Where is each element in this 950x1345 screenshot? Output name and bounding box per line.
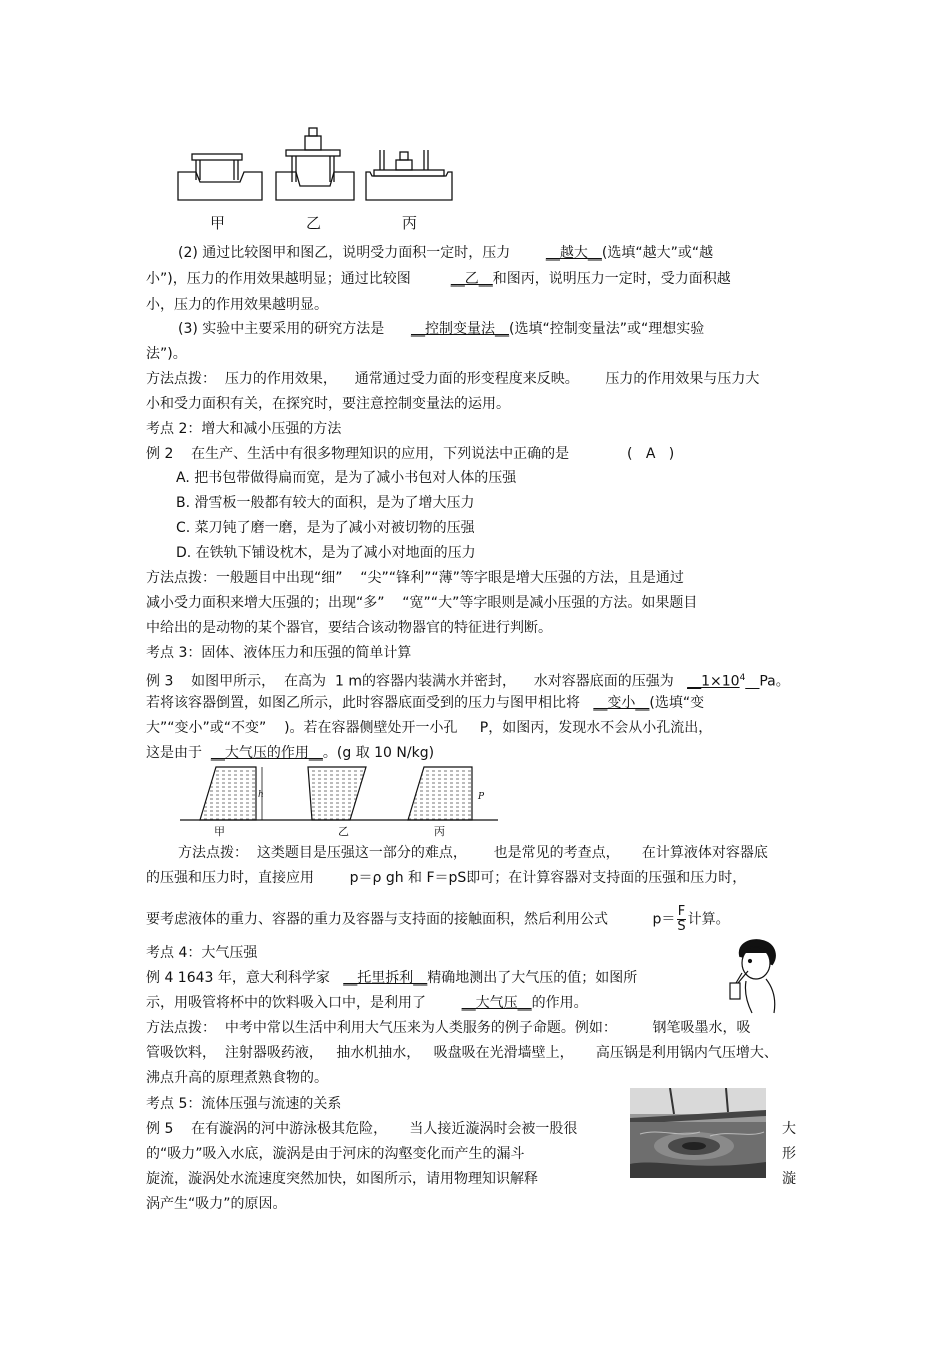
- kp3-line-1: 例 3 如图甲所示， 在高为 1 m的容器内装满水并密封， 水对容器底面的压强为 $\_\_1\times 10^4\_\_Pa$。: [146, 673, 790, 690]
- container-caption-bing: 丙: [434, 825, 445, 838]
- answer-blank: __控制变量法__: [410, 321, 509, 337]
- sponge-experiment-figure-2: [268, 120, 364, 210]
- kp4-title: 考点 4：大气压强: [146, 945, 258, 961]
- method-tip-1-line-2: 小和受力面积有关，在探究时，要注意控制变量法的运用。: [146, 396, 510, 412]
- kp2-tip-line-2: 减小受力面积来增大压强的；出现“多” “宽”“大”等字眼则是减小压强的方法。如果题目: [146, 595, 698, 611]
- kp2-option-c: C. 菜刀钝了磨一磨，是为了减小对被切物的压强: [176, 520, 475, 536]
- kp3-line-3: 大”“变小”或“不变” )。若在容器侧壁处开一小孔 P，如图丙，发现水不会从小孔流出，: [146, 720, 713, 736]
- kp4-tip-line-2: 管吸饮料， 注射器吸药液， 抽水机抽水， 吸盘吸在光滑墙壁上， 高压锅是利用锅内气压增大、: [146, 1045, 778, 1061]
- container-diagram: [180, 765, 500, 825]
- kp2-option-d: D. 在铁轨下铺设枕木，是为了减小对地面的压力: [176, 545, 476, 561]
- whirlpool-photo: [630, 1088, 766, 1178]
- kp2-tip-line-3: 中给出的是动物的某个器官，要结合该动物器官的特征进行判断。: [146, 620, 552, 636]
- whirlpool-image: [630, 1088, 766, 1178]
- kp2-option-b: B. 滑雪板一般都有较大的面积，是为了增大压力: [176, 495, 475, 511]
- kp5-line-1: 例 5 在有漩涡的河中游泳极其危险， 当人接近漩涡时会被一股很: [146, 1121, 578, 1137]
- kp5-line-2-end: 形: [782, 1146, 796, 1162]
- answer-blank: __1×10: [687, 673, 740, 690]
- sponge-diagram-2: [268, 120, 364, 210]
- q2-line-3: 小，压力的作用效果越明显。: [146, 297, 328, 313]
- kp2-option-a: A. 把书包带做得扁而宽，是为了减小书包对人体的压强: [176, 470, 517, 486]
- kp4-tip-line-3: 沸点升高的原理煮熟食物的。: [146, 1070, 328, 1086]
- kp2-answer: ( A ): [627, 446, 675, 462]
- kp5-title: 考点 5：流体压强与流速的关系: [146, 1096, 342, 1112]
- formula-fraction: $\frac{F}{S}$: [677, 904, 686, 934]
- answer-blank: __变小__: [593, 695, 650, 711]
- q3-line-2: 法”)。: [146, 346, 187, 362]
- kp3-tip-line-2: 的压强和压力时，直接应用 p＝ρ gh 和 F＝pS即可；在计算容器对支持面的压强和压力时，: [146, 870, 747, 886]
- kp3-tip-line-1: 方法点拨： 这类题目是压强这一部分的难点， 也是常见的考查点， 在计算液体对容器底: [178, 845, 768, 861]
- figure-caption-bing: 丙: [402, 214, 418, 232]
- kp5-line-3-end: 漩: [782, 1171, 796, 1187]
- boy-drinking-illustration: [722, 935, 784, 1015]
- sponge-experiment-figure-3: [360, 120, 460, 210]
- kp3-title: 考点 3：固体、液体压力和压强的简单计算: [146, 645, 412, 661]
- boy-drinking-icon: [722, 935, 784, 1015]
- kp2-tip-line-1: 方法点拨：一般题目中出现“细” “尖”“锋利”“薄”等字眼是增大压强的方法，且是通过: [146, 570, 684, 586]
- kp2-title: 考点 2：增大和减小压强的方法: [146, 421, 342, 437]
- kp5-line-2: 的“吸力”吸入水底，漩涡是由于河床的沟壑变化而产生的漏斗: [146, 1146, 525, 1162]
- container-figure: [180, 765, 500, 825]
- hole-label: P: [478, 792, 485, 802]
- figure-caption-yi: 乙: [306, 214, 322, 232]
- answer-blank: __大气压__: [461, 995, 532, 1011]
- sponge-diagram-3: [360, 120, 460, 210]
- kp4-tip-line-1: 方法点拨： 中考中常以生活中利用大气压来为人类服务的例子命题。例如： 钢笔吸墨水，吸: [146, 1020, 751, 1036]
- kp4-line-1: 例 4 1643 年，意大利科学家 __托里拆利__精确地测出了大气压的值；如图所: [146, 970, 638, 986]
- answer-blank: __乙__: [450, 271, 493, 287]
- kp3-tip-line-3: 要考虑液体的重力、容器的重力及容器与支持面的接触面积，然后利用公式 p＝ $\frac{F}{S}$ 计算。: [146, 904, 730, 934]
- figure-caption-jia: 甲: [210, 214, 226, 232]
- q2-line-1: (2) 通过比较图甲和图乙，说明受力面积一定时，压力 __越大__(选填“越大”或“越: [178, 245, 714, 261]
- answer-blank: __托里拆利__: [343, 970, 428, 986]
- container-caption-jia: 甲: [214, 825, 225, 838]
- answer-blank: __大气压的作用__: [210, 745, 323, 761]
- kp5-line-1-end: 大: [782, 1121, 796, 1137]
- kp5-line-3: 旋流，漩涡处水流速度突然加快，如图所示，请用物理知识解释: [146, 1171, 538, 1187]
- kp3-line-4: 这是由于 __大气压的作用__。(g 取 10 N/kg): [146, 745, 435, 761]
- kp2-question: 例 2 在生产、生活中有很多物理知识的应用，下列说法中正确的是 ( A ): [146, 446, 675, 462]
- q3-line-1: (3) 实验中主要采用的研究方法是 __控制变量法__(选填“控制变量法”或“理想实验: [178, 321, 705, 337]
- answer-blank: __越大__: [545, 245, 602, 261]
- kp5-line-4: 涡产生“吸力”的原因。: [146, 1196, 287, 1212]
- kp3-line-2: 若将该容器倒置，如图乙所示，此时容器底面受到的压力与图甲相比将 __变小__(选填“变: [146, 695, 705, 711]
- method-tip-1-line-1: 方法点拨： 压力的作用效果， 通常通过受力面的形变程度来反映。 压力的作用效果与压力大: [146, 371, 760, 387]
- kp4-line-2: 示，用吸管将杯中的饮料吸入口中，是利用了 __大气压__的作用。: [146, 995, 588, 1011]
- container-caption-yi: 乙: [338, 825, 349, 838]
- height-label: h: [258, 790, 264, 800]
- q2-line-2: 小”)，压力的作用效果越明显；通过比较图 __乙__和图丙，说明压力一定时，受力面积越: [146, 271, 731, 287]
